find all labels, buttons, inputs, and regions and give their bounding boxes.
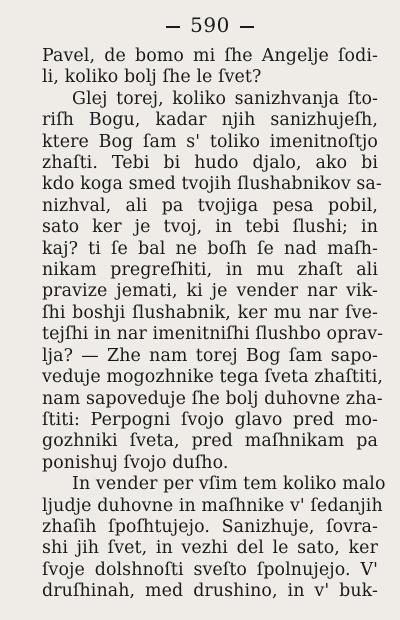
text-line: kdo koga smed tvojih ſlushabnikov sa- xyxy=(42,174,382,195)
text-line: li, koliko bolj ſhe le ſvet? xyxy=(42,67,262,88)
text-line: zhaſti. Tebi bi hudo djalo, ako bi xyxy=(42,153,378,174)
text-line: Glej torej, koliko sanizhvanja ſto- xyxy=(72,88,378,109)
header-dash-left xyxy=(166,26,180,28)
paragraph xyxy=(42,88,384,474)
text-line: lja? — Zhe nam torej Bog ſam sapo- xyxy=(42,345,378,366)
text-line: In vender per vſim tem koliko malo xyxy=(72,474,386,495)
text-line: druſhinah, med drushino, in v' buk- xyxy=(42,581,378,602)
text-line: riſh Bogu, kadar njih sanizhujeſh, xyxy=(42,110,378,131)
text-line: veduje mogozhnike tega ſveta zhaſtiti, xyxy=(42,367,384,388)
text-line: nikam pregreſhiti, in mu zhaſt ali xyxy=(42,260,378,281)
text-line: zhaſih ſpoſhtujejo. Sanizhuje, ſovra- xyxy=(42,516,378,537)
page-number: 590 xyxy=(190,13,230,37)
text-line: ſhi boshji ſlushabnik, ker mu nar ſve- xyxy=(42,302,378,323)
body-text xyxy=(42,46,386,603)
text-line: nizhval, ali pa tvojiga pesa pobil, xyxy=(42,195,378,216)
text-line: shi jih ſvet, in vezhi del le sato, ker xyxy=(42,538,378,559)
text-line: Pavel, de bomo mi ſhe Angelje ſodi- xyxy=(42,46,378,66)
text-line: ſtiti: Perpogni ſvojo glavo pred mo- xyxy=(42,409,378,430)
text-line: nam sapoveduje ſhe bolj duhovne zha- xyxy=(42,388,383,409)
paragraph xyxy=(42,474,386,602)
text-line: tejſhi in nar imenitniſhi ſlushbo oprav- xyxy=(42,324,384,345)
text-line: ljudje duhovne in maſhnike v' ſedanjih xyxy=(42,495,383,516)
text-line: ponishuj ſvojo duſho. xyxy=(42,452,229,473)
paragraph xyxy=(42,46,378,89)
text-line: sato ker je tvoj, in tebi ſlushi; in xyxy=(42,217,378,238)
text-line: gozhniki ſveta, pred maſhnikam pa xyxy=(42,431,378,452)
header-dash-right xyxy=(240,26,254,28)
text-line: pravize jemati, ki je vender nar vik- xyxy=(42,281,378,302)
text-line: ſvoje dolshnoſti sveſto ſpolnujejo. V' xyxy=(42,559,378,580)
text-line: kaj? ti ſe bal ne boſh ſe nad maſh- xyxy=(42,238,378,259)
text-line: ktere Bog ſam s' toliko imenitnoſtjo xyxy=(42,131,378,152)
page-header xyxy=(42,10,378,40)
